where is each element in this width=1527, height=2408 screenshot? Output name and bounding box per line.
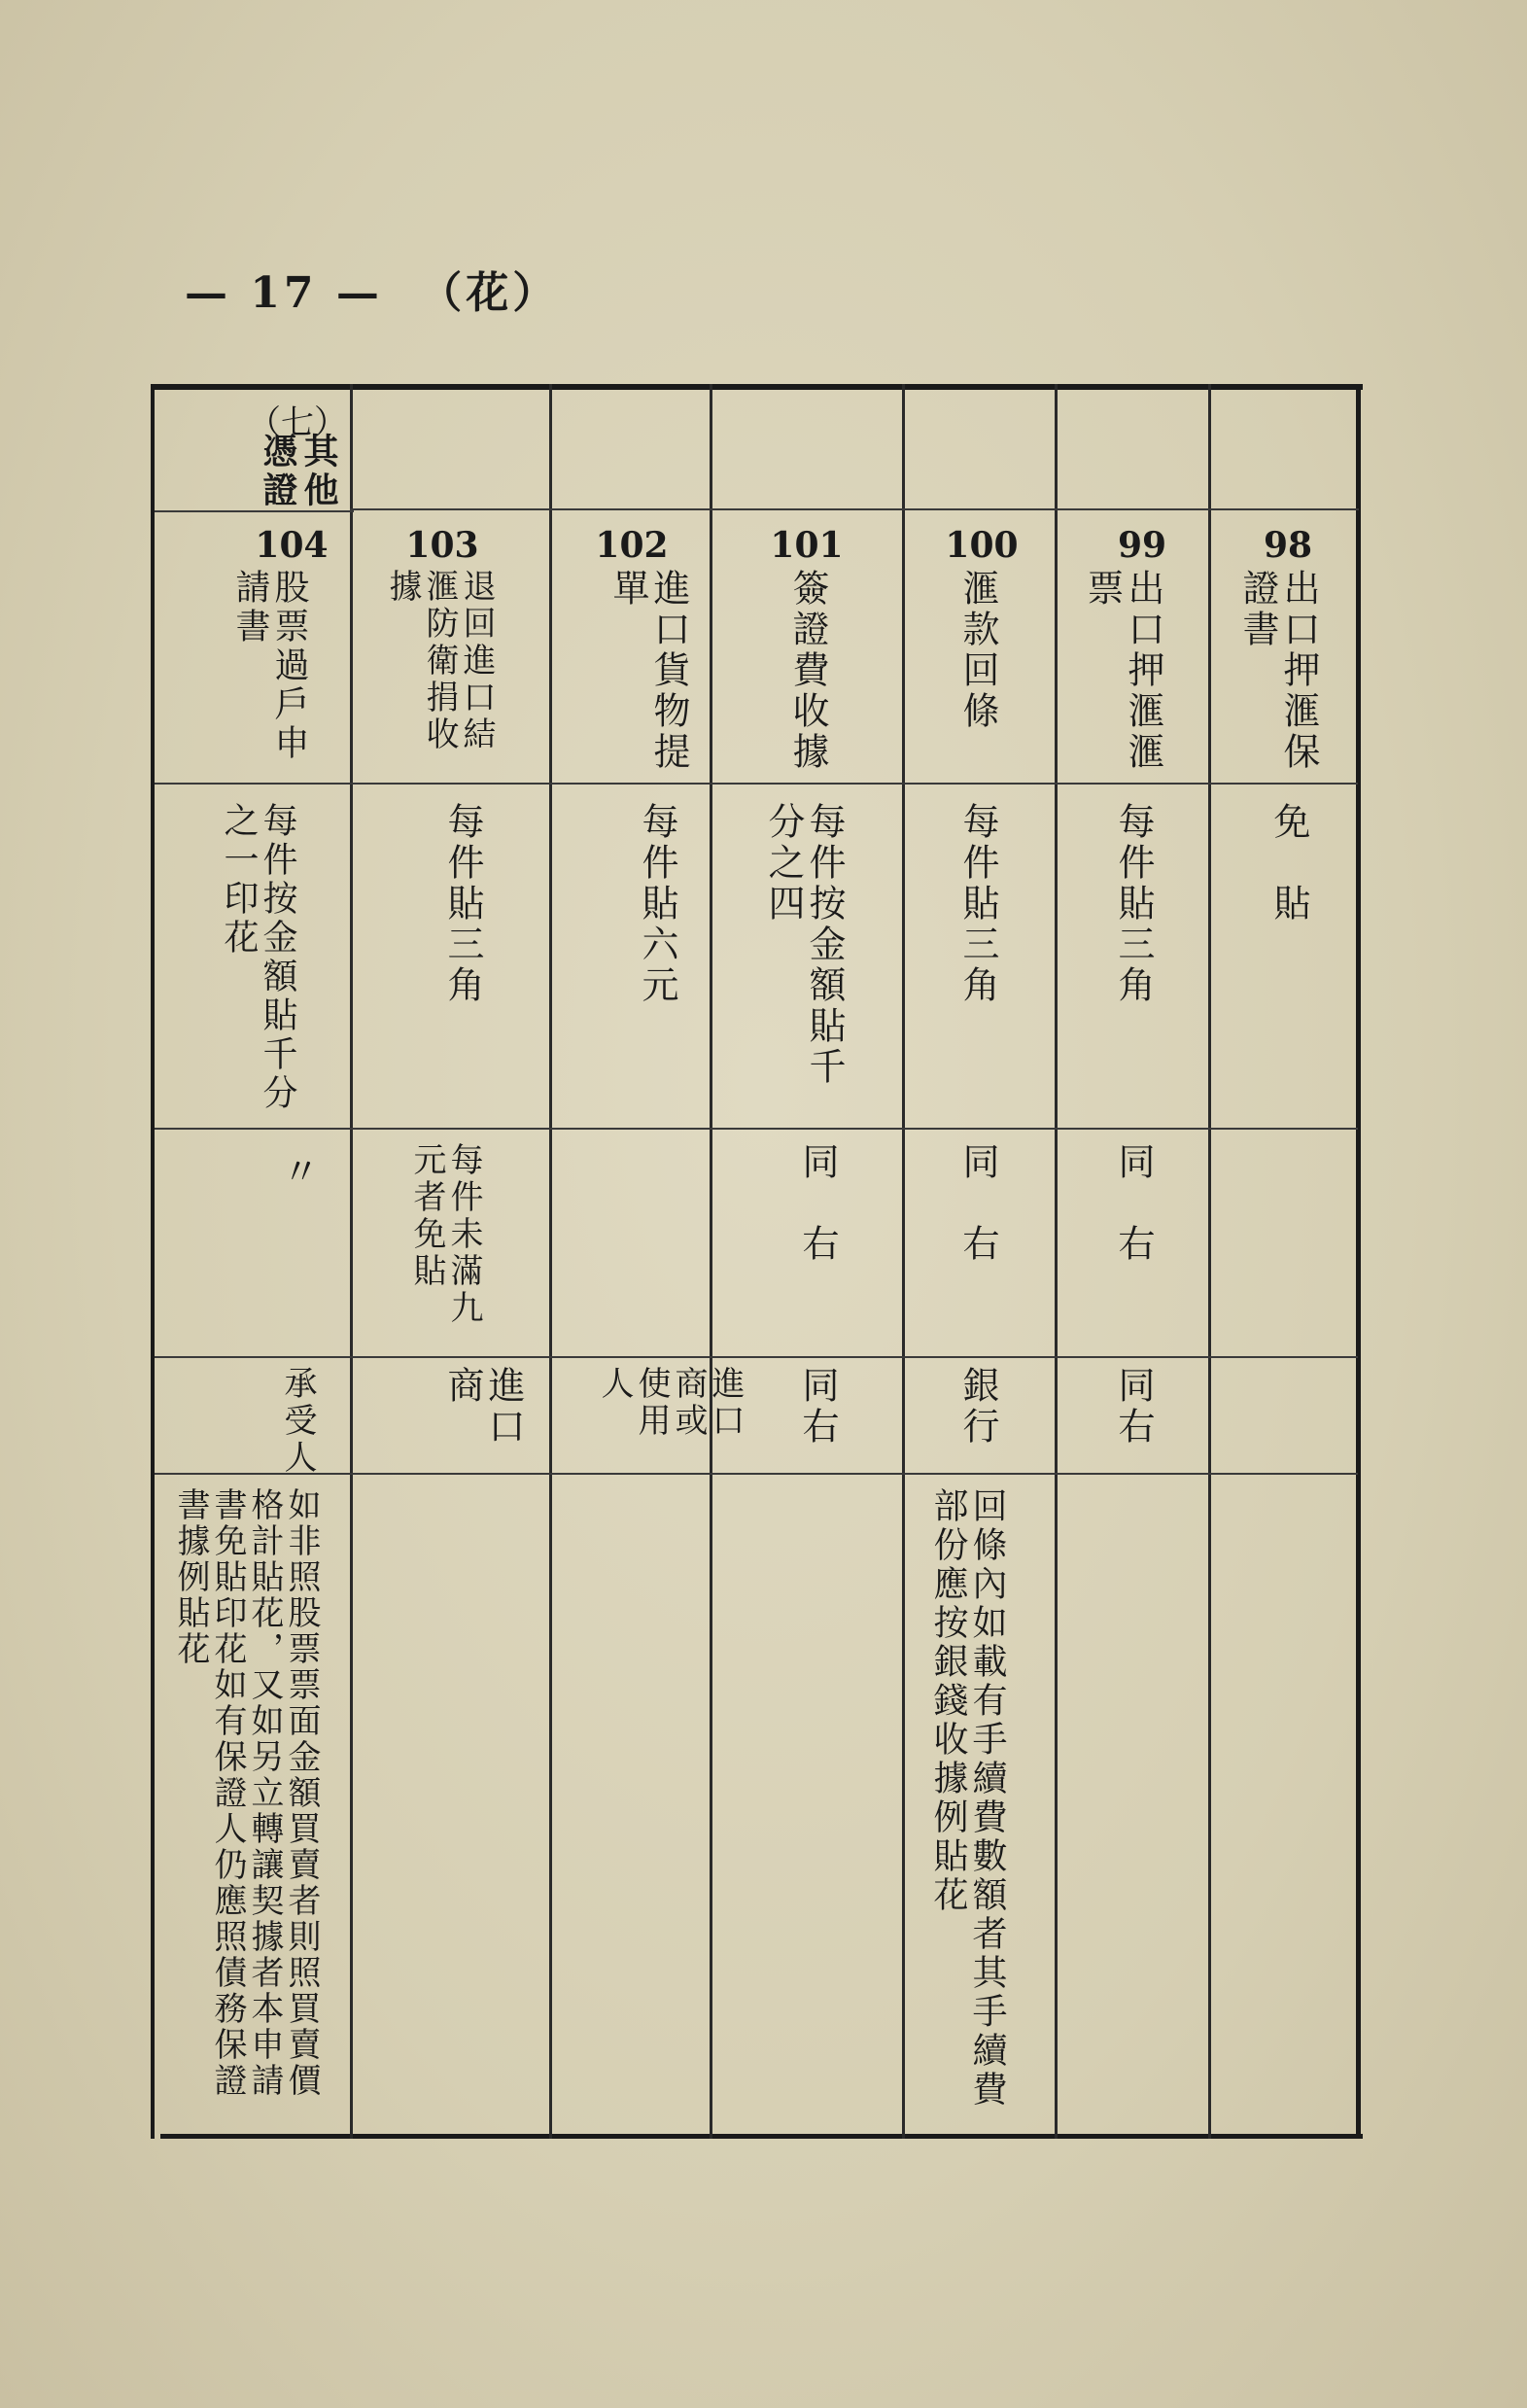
item-payer: 承受人 (278, 1366, 317, 1477)
stamp-tax-table (151, 384, 1363, 2144)
page-header (185, 258, 576, 320)
item-name: 簽證費收據 (786, 569, 829, 773)
item-number: 98 (1263, 525, 1313, 566)
item-name: 出口押滙保證書 (1236, 569, 1320, 773)
table-border-right (1356, 384, 1361, 2139)
item-number: 103 (405, 525, 479, 566)
item-payer: 進口商 (441, 1366, 525, 1448)
item-rate: 每件貼三角 (1112, 802, 1155, 1006)
table-border-bottom (160, 2134, 1363, 2139)
table-border-top (151, 384, 1363, 390)
item-exemption: 同 右 (796, 1142, 839, 1265)
row-divider (155, 510, 354, 512)
item-number: 101 (770, 525, 844, 566)
column-divider (350, 384, 353, 2139)
column-divider (1055, 384, 1058, 2139)
item-number: 104 (255, 525, 329, 566)
row-divider (155, 1473, 1358, 1475)
item-rate: 每件貼三角 (441, 802, 484, 1006)
column-divider (902, 384, 905, 2139)
column-divider (1208, 384, 1211, 2139)
item-name: 出口押滙滙票 (1081, 569, 1164, 773)
item-name: 退回進口結滙防衛捐收據 (383, 569, 496, 753)
category-label: 其他憑證 (258, 433, 339, 510)
table-border-left (151, 384, 155, 2139)
item-number: 100 (945, 525, 1019, 566)
row-divider (155, 783, 1358, 785)
item-rate: 每件貼三角 (956, 802, 999, 1006)
item-exemption: 〃 (276, 1152, 319, 1193)
item-name: 股票過戶申請書 (230, 569, 309, 763)
item-rate: 每件按金額貼千分之一印花 (219, 802, 297, 1113)
row-divider (350, 508, 1359, 510)
item-exemption: 同 右 (1112, 1142, 1155, 1265)
item-exemption: 同 右 (956, 1142, 999, 1265)
item-note: 如非照股票票面金額買賣者則照買賣價格計貼花，又如另立轉讓契據者本申請書免貼印花如有保證人仍應照債務保證書據例貼花 (171, 1487, 321, 2099)
page-number: — 17 — (185, 268, 383, 318)
column-divider (549, 384, 552, 2139)
item-name: 進口貨物提單 (607, 569, 690, 773)
item-name: 滙款回條 (956, 569, 999, 732)
item-payer: 同右 (796, 1366, 839, 1448)
category-number: （七） (248, 403, 347, 442)
row-divider (155, 1128, 1358, 1130)
column-divider (350, 384, 353, 515)
item-exemption: 每件未滿九元者免貼 (407, 1142, 483, 1327)
column-divider (710, 384, 712, 2139)
item-note: 回條內如載有手續費數額者其手續費部份應按銀錢收據例貼花 (928, 1487, 1007, 2110)
row-divider (155, 1356, 1358, 1358)
item-payer: 銀行 (956, 1366, 999, 1448)
section-label: （花） (419, 268, 560, 318)
item-number: 102 (595, 525, 669, 566)
item-rate: 每件按金額貼千分之四 (762, 802, 846, 1088)
item-number: 99 (1117, 525, 1167, 566)
item-rate: 每件貼六元 (636, 802, 678, 1006)
item-payer: 進口商或使用人 (595, 1366, 745, 1440)
item-payer: 同右 (1112, 1366, 1155, 1448)
item-rate: 免 貼 (1267, 802, 1310, 925)
